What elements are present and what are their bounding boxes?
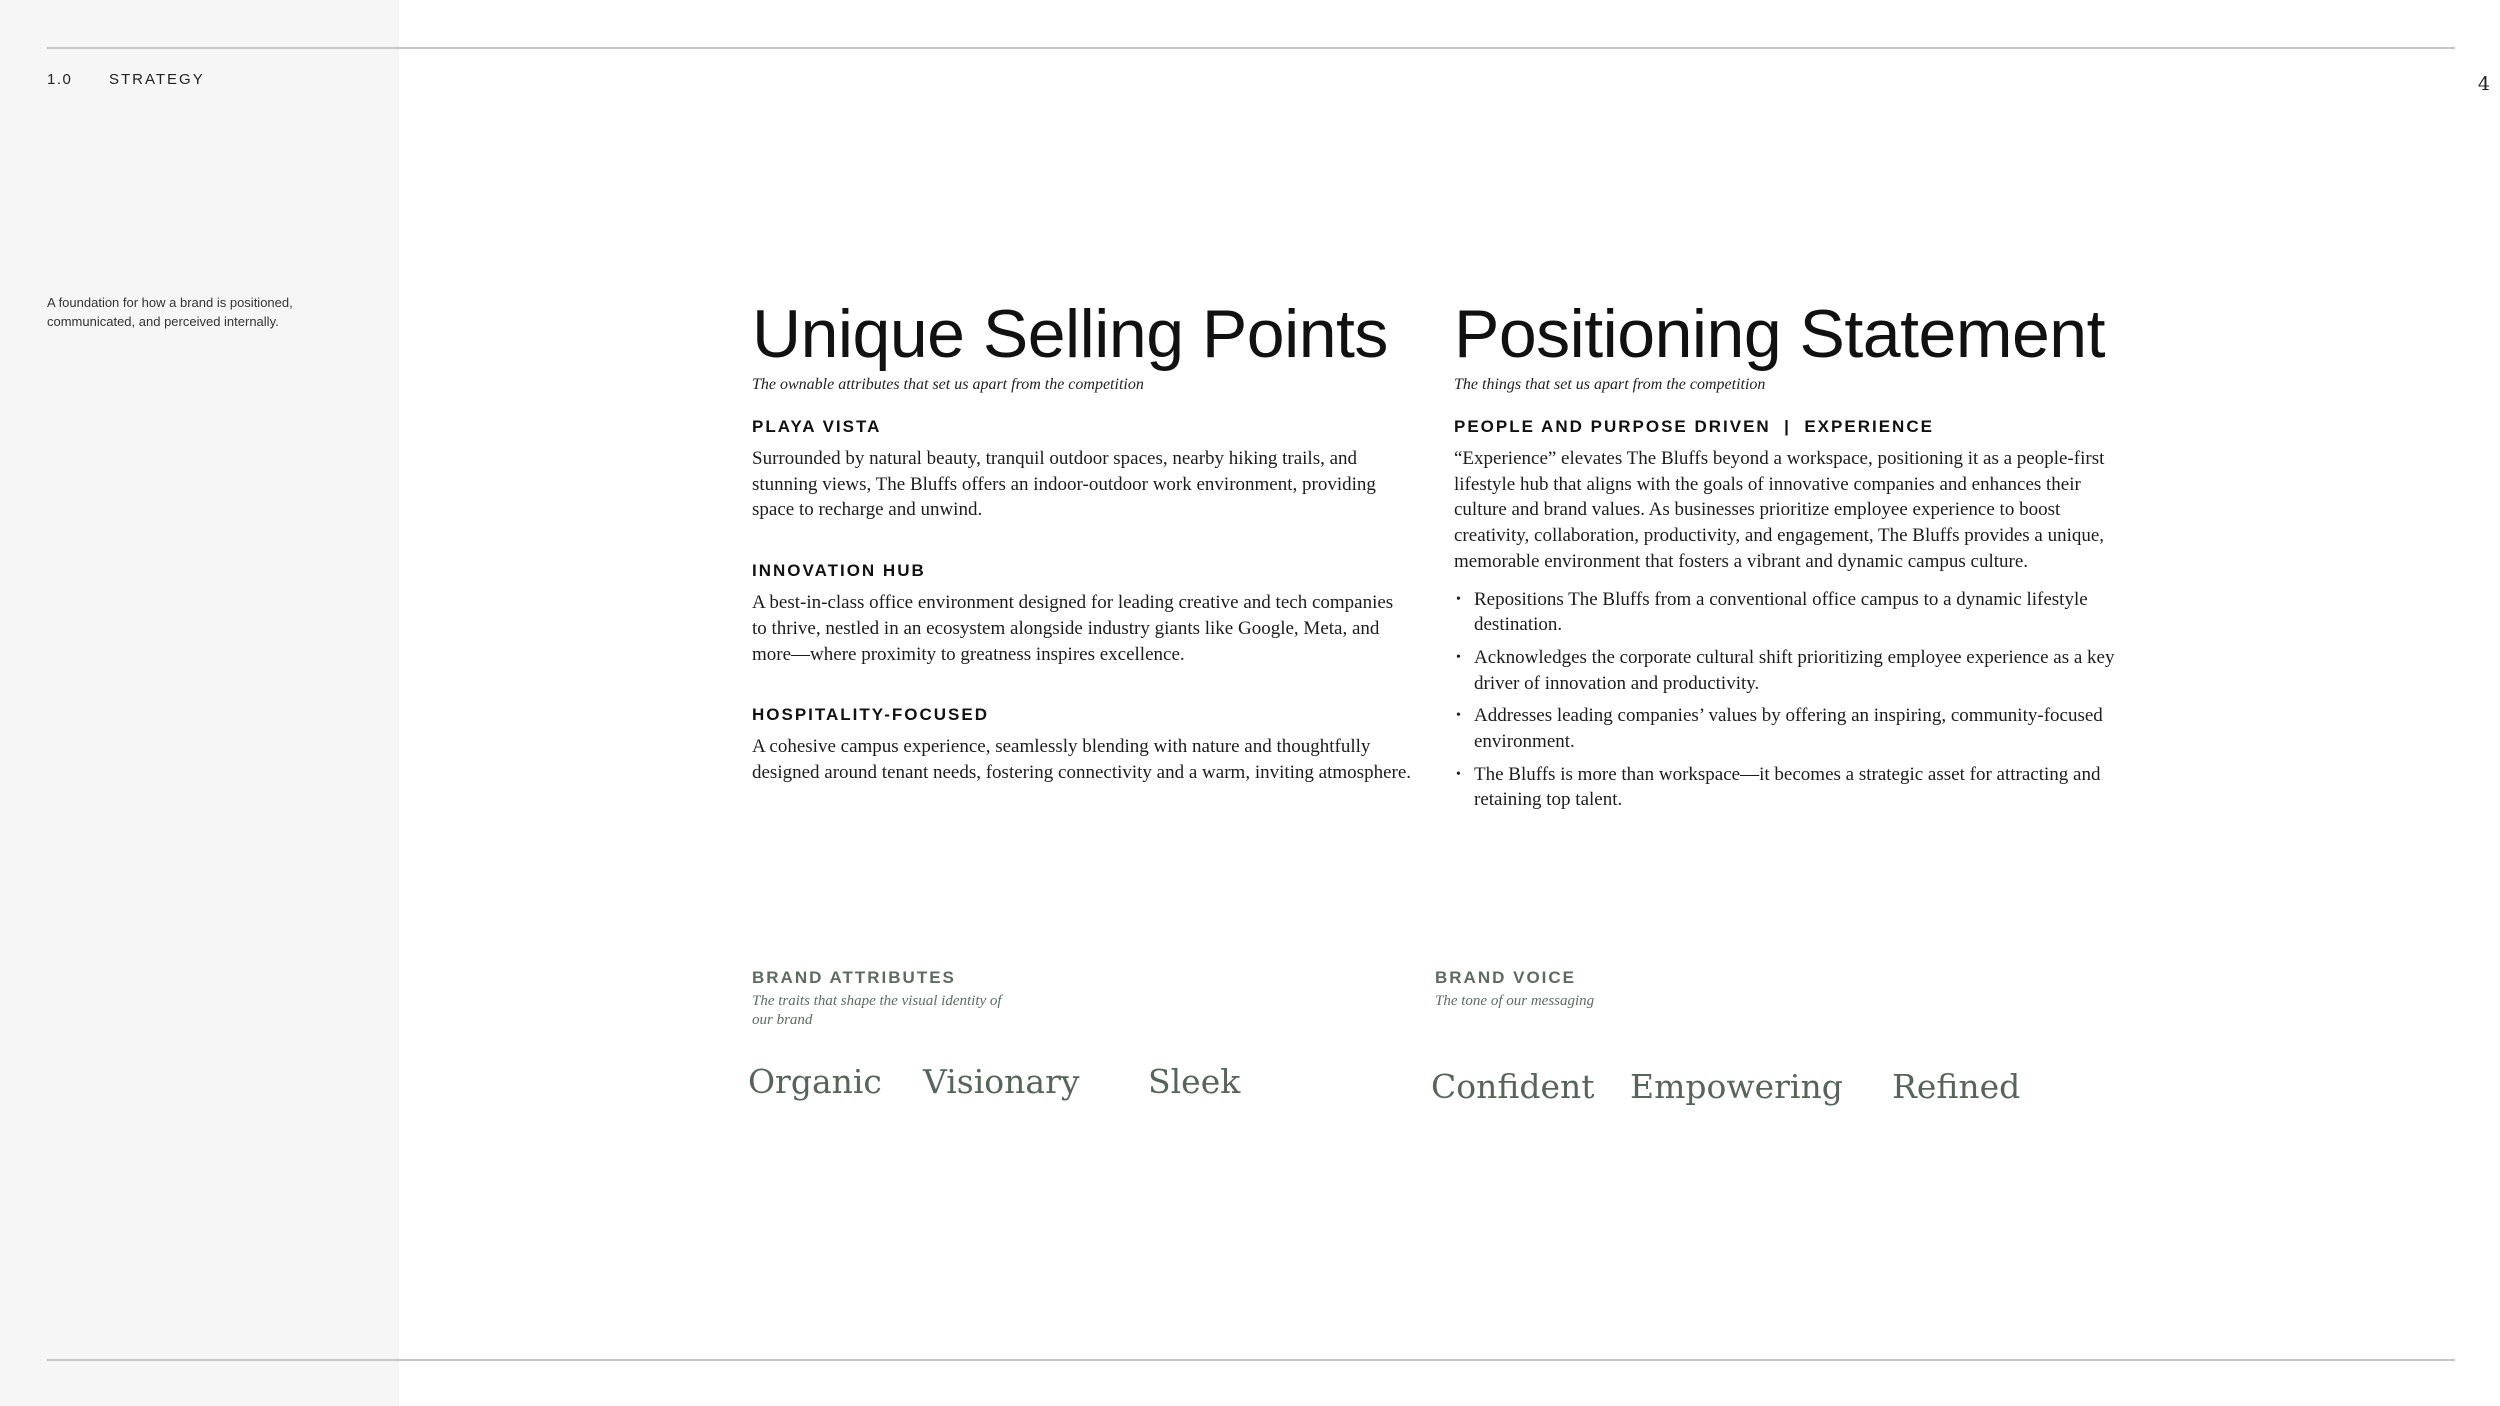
positioning-heading: PEOPLE AND PURPOSE DRIVEN | EXPERIENCE xyxy=(1454,417,1934,436)
positioning-bullet-list xyxy=(1454,587,2119,814)
usp-item-innovation-hub xyxy=(752,561,1412,667)
positioning-block xyxy=(1454,417,2119,813)
brand-voice-subtitle: The tone of our messaging xyxy=(1435,993,1595,1009)
usp-column xyxy=(752,296,1412,786)
positioning-column xyxy=(1454,296,2119,820)
brand-attributes-label: BRAND ATTRIBUTES xyxy=(752,968,956,987)
bullet-item xyxy=(1454,587,2119,638)
usp-item-playa-vista xyxy=(752,417,1412,523)
top-divider xyxy=(47,47,2455,49)
sidebar-description: A foundation for how a brand is positioned, communicated, and perceived internally. xyxy=(47,295,293,329)
positioning-text: “Experience” elevates The Bluffs beyond a workspace, positioning it as a people-first lifestyle hub that aligns with the goals of innovative companies and enhances their culture and brand values. As businesses prioritize employee experience to boost creativity, collaboration, productivity, and engagement, The Bluffs provides a unique, memorable environment that fosters a vibrant and dynamic campus culture. xyxy=(1454,448,2105,572)
usp-text: Surrounded by natural beauty, tranquil outdoor spaces, nearby hiking trails, and stunning views, The Bluffs offers an indoor-outdoor work environment, providing space to recharge and unwind. xyxy=(752,448,1376,521)
usp-title: Unique Selling Points xyxy=(752,296,1388,372)
bullet-dot-icon: • xyxy=(1456,708,1461,724)
usp-subtitle: The ownable attributes that set us apart from the competition xyxy=(752,376,1144,393)
brand-attribute-word: Visionary xyxy=(923,1062,1080,1101)
brand-voice-label: BRAND VOICE xyxy=(1435,968,1577,987)
positioning-title: Positioning Statement xyxy=(1454,296,2106,372)
bullet-item xyxy=(1454,645,2119,696)
positioning-subtitle: The things that set us apart from the competition xyxy=(1454,376,1766,393)
section-title: STRATEGY xyxy=(109,71,205,88)
bullet-text: Acknowledges the corporate cultural shift prioritizing employee experience as a key driver of innovation and productivity. xyxy=(1474,646,2115,694)
bullet-dot-icon: • xyxy=(1456,649,1461,665)
usp-heading: INNOVATION HUB xyxy=(752,561,926,581)
bottom-divider xyxy=(47,1359,2455,1361)
bullet-text: Repositions The Bluffs from a conventional office campus to a dynamic lifestyle destination. xyxy=(1474,588,2088,636)
brand-attribute-word: Sleek xyxy=(1148,1062,1241,1101)
brand-voice-word: Confident xyxy=(1431,1067,1595,1106)
bullet-text: Addresses leading companies’ values by offering an inspiring, community-focused environment. xyxy=(1474,705,2103,753)
usp-text: A cohesive campus experience, seamlessly blending with nature and thoughtfully designed around tenant needs, fostering connectivity and a warm, inviting atmosphere. xyxy=(752,736,1412,783)
brand-voice-word: Empowering xyxy=(1630,1067,1843,1106)
usp-item-hospitality xyxy=(752,705,1412,785)
bullet-item xyxy=(1454,762,2119,813)
usp-heading: HOSPITALITY-FOCUSED xyxy=(752,705,989,725)
usp-text: A best-in-class office environment designed for leading creative and tech companies to thrive, nestled in an ecosystem alongside industry giants like Google, Meta, and more—where proximity to greatness inspires excellence. xyxy=(752,592,1394,665)
usp-heading: PLAYA VISTA xyxy=(752,417,882,436)
sidebar-panel xyxy=(0,0,399,1406)
brand-attribute-word: Organic xyxy=(748,1062,882,1101)
section-number: 1.0 xyxy=(47,71,73,88)
brand-voice-block xyxy=(1435,968,2135,1011)
brand-attributes-subtitle: The traits that shape the visual identity of our brand xyxy=(752,993,1002,1028)
page-number: 4 xyxy=(2477,73,2490,95)
bullet-text: The Bluffs is more than workspace—it becomes a strategic asset for attracting and retaining top talent. xyxy=(1474,763,2101,811)
bullet-item xyxy=(1454,703,2119,754)
bullet-dot-icon: • xyxy=(1456,766,1461,782)
brand-voice-word: Refined xyxy=(1892,1067,2021,1106)
bullet-dot-icon: • xyxy=(1456,591,1461,607)
brand-attributes-block xyxy=(752,968,1392,1030)
